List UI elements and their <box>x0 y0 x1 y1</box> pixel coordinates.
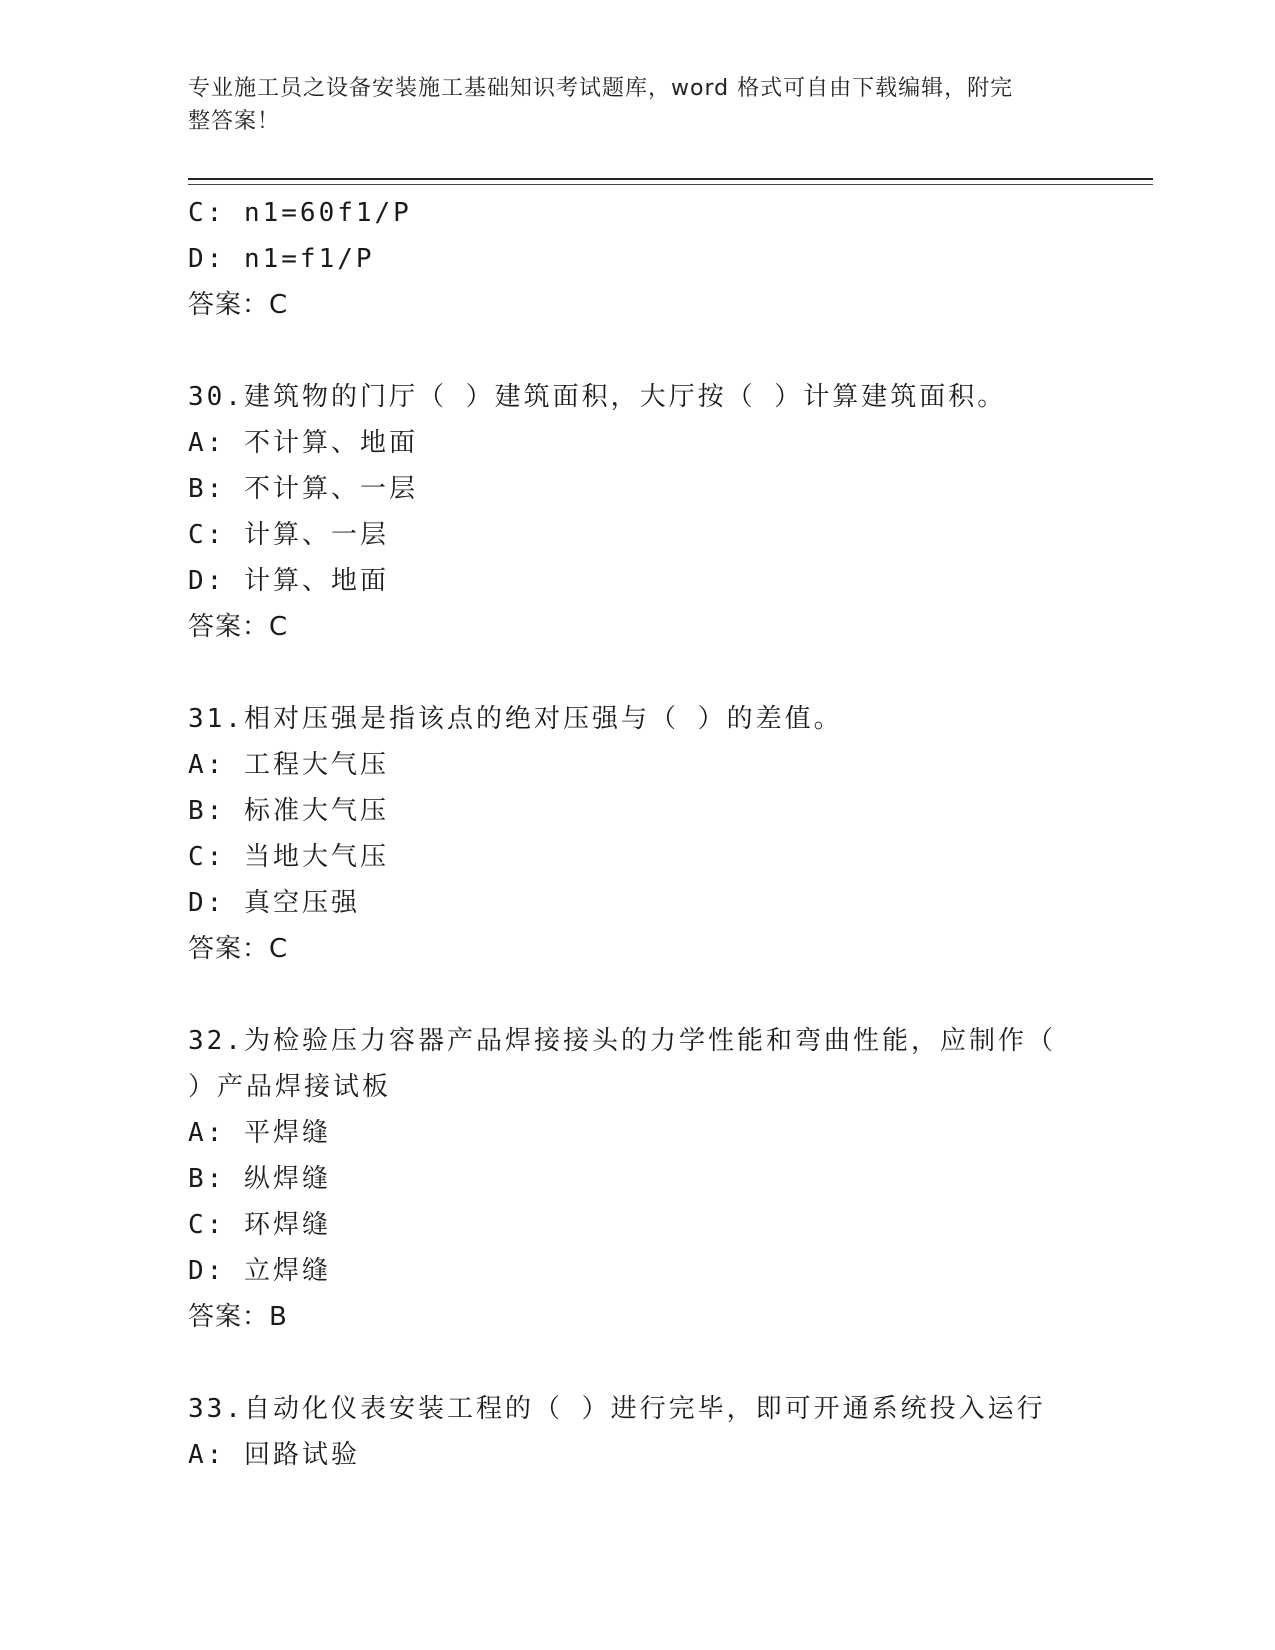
spacer <box>188 650 1068 696</box>
question-32 <box>188 1018 1068 1340</box>
question-stem-line-2: ）产品焊接试板 <box>188 1072 392 1102</box>
option-a: A: 工程大气压 <box>188 750 389 780</box>
option-c: C: 计算、一层 <box>188 520 389 550</box>
option-c: C: 环焊缝 <box>188 1210 331 1240</box>
header-divider-thin <box>188 184 1153 185</box>
question-stem: 30.建筑物的门厅（ ）建筑面积，大厅按（ ）计算建筑面积。 <box>188 382 1007 412</box>
option-c: C: 当地大气压 <box>188 842 389 872</box>
question-stem-line-1: 32.为检验压力容器产品焊接接头的力学性能和弯曲性能，应制作（ <box>188 1026 1056 1056</box>
option-a: A: 不计算、地面 <box>188 428 418 458</box>
page-header <box>188 72 1068 138</box>
question-stem: 33.自动化仪表安装工程的（ ）进行完毕，即可开通系统投入运行 <box>188 1394 1046 1424</box>
question-29-continued <box>188 190 1068 328</box>
option-b: B: 不计算、一层 <box>188 474 418 504</box>
spacer <box>188 328 1068 374</box>
option-d: D: 计算、地面 <box>188 566 389 596</box>
option-c: C: n1=60f1/P <box>188 198 412 228</box>
answer: 答案：C <box>188 612 289 642</box>
option-b: B: 标准大气压 <box>188 796 389 826</box>
question-31 <box>188 696 1068 972</box>
option-a: A: 平焊缝 <box>188 1118 331 1148</box>
answer: 答案：C <box>188 934 289 964</box>
option-a: A: 回路试验 <box>188 1440 360 1470</box>
answer: 答案：B <box>188 1302 288 1332</box>
option-d: D: 立焊缝 <box>188 1256 331 1286</box>
spacer <box>188 1340 1068 1386</box>
spacer <box>188 972 1068 1018</box>
question-stem: 31.相对压强是指该点的绝对压强与（ ）的差值。 <box>188 704 843 734</box>
option-d: D: 真空压强 <box>188 888 360 918</box>
question-list <box>188 190 1068 1478</box>
question-30 <box>188 374 1068 650</box>
header-divider-thick <box>188 178 1153 180</box>
question-33 <box>188 1386 1068 1478</box>
option-d: D: n1=f1/P <box>188 244 375 274</box>
option-b: B: 纵焊缝 <box>188 1164 331 1194</box>
answer: 答案：C <box>188 290 289 320</box>
header-line-2: 整答案！ <box>188 109 281 134</box>
header-line-1: 专业施工员之设备安装施工基础知识考试题库，word 格式可自由下载编辑，附完 <box>188 76 1014 101</box>
